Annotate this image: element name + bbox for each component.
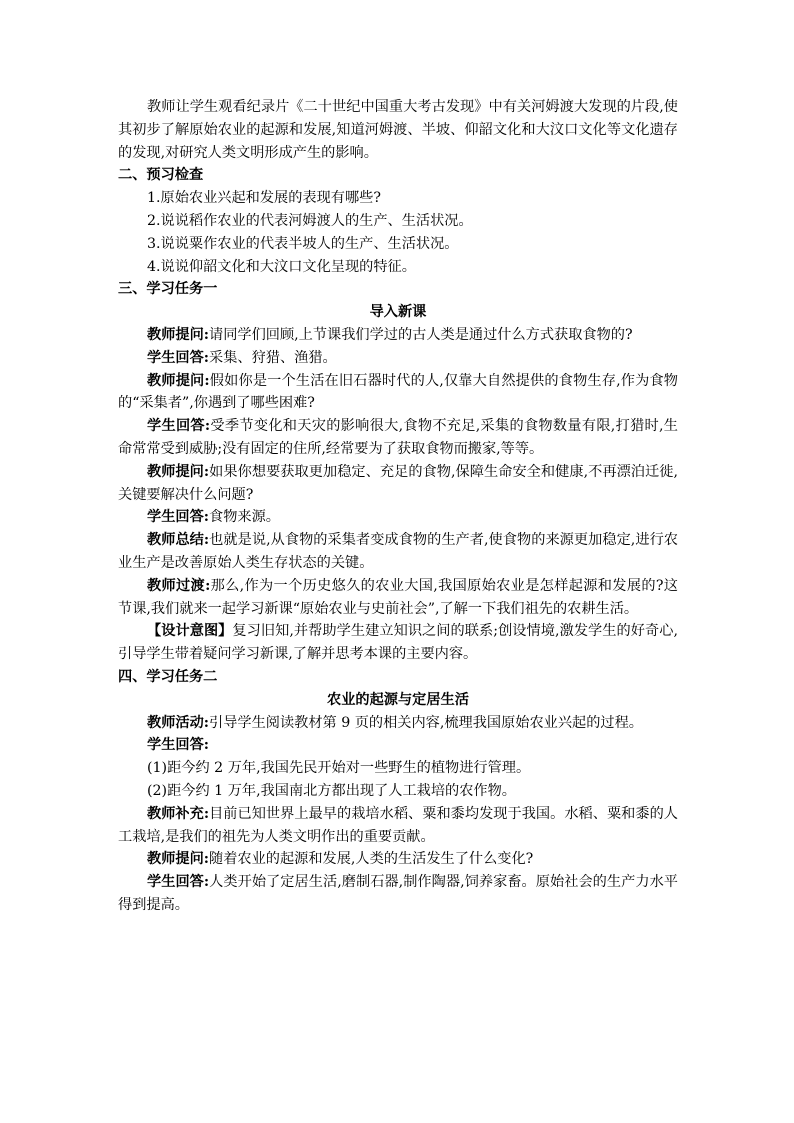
dialogue-item — [118, 415, 678, 461]
section-heading-task2: 四、学习任务二 — [118, 668, 218, 685]
dialogue-item — [118, 370, 678, 416]
speaker-label: 教师总结: — [147, 532, 210, 549]
dialogue-item — [118, 871, 678, 917]
dialogue-text: 如果你想要获取更加稳定、充足的食物,保障生命安全和健康,不再漂泊迁徙,关键要解决什么问题? — [118, 463, 678, 503]
dialogue-item — [118, 506, 678, 529]
dialogue-item — [118, 324, 678, 347]
speaker-label: 学生回答: — [147, 418, 211, 435]
subtitle-introduction: 导入新课 — [369, 304, 427, 321]
dialogue-text: 那么,作为一个历史悠久的农业大国,我国原始农业是怎样起源和发展的?这节课,我们就来一起学习新课“原始农业与史前社会”,了解一下我们祖先的农耕生活。 — [118, 577, 678, 617]
speaker-label: 学生回答: — [147, 509, 209, 526]
dialogue-item — [118, 347, 678, 370]
dialogue-text: 复习旧知,并帮助学生建立知识之间的联系;创设情境,激发学生的好奇心,引导学生带着疑问学习新课,了解并思考本课的主要内容。 — [118, 623, 678, 663]
document-page — [118, 96, 678, 917]
answer-item-1: (1)距今约 2 万年,我国先民开始对一些野生的植物进行管理。 — [147, 760, 531, 777]
preview-question-4: 4.说说仰韶文化和大汶口文化呈现的特征。 — [147, 258, 416, 275]
dialogue-item — [118, 712, 678, 735]
dialogue-text: 目前已知世界上最早的栽培水稻、粟和黍均发现于我国。水稻、粟和黍的人工栽培,是我们的祖先为人类文明作出的重要贡献。 — [118, 805, 678, 845]
dialogue-text: 受季节变化和天灾的影响很大,食物不充足,采集的食物数量有限,打猎时,生命常常受到威胁;没有固定的住所,经常要为了获取食物而搬家,等等。 — [118, 418, 678, 457]
dialogue-text: 采集、狩猎、渔猎。 — [209, 349, 337, 366]
dialogue-item — [118, 803, 678, 849]
answer-item-2: (2)距今约 1 万年,我国南北方都出现了人工栽培的农作物。 — [147, 782, 516, 799]
speaker-label: 【设计意图】 — [147, 623, 233, 640]
subtitle-agriculture: 农业的起源与定居生活 — [327, 691, 469, 708]
speaker-label: 教师活动: — [147, 714, 209, 731]
speaker-label: 学生回答: — [147, 874, 210, 891]
preview-question-1: 1.原始农业兴起和发展的表现有哪些? — [147, 190, 381, 207]
preview-question-2: 2.说说稻作农业的代表河姆渡人的生产、生活状况。 — [147, 212, 473, 229]
speaker-label: 学生回答: — [147, 349, 209, 366]
preview-question-3: 3.说说粟作农业的代表半坡人的生产、生活状况。 — [147, 235, 459, 252]
dialogue-item — [118, 461, 678, 507]
speaker-label: 教师提问: — [147, 463, 210, 480]
intro-paragraph: 教师让学生观看纪录片《二十世纪中国重大考古发现》中有关河姆渡大发现的片段,使其初步了解原始农业的起源和发展,知道河姆渡、半坡、仰韶文化和大汶口文化等文化遗存的发现,对研究人类文明形成产生的影响。 — [118, 99, 678, 161]
student-answer-label: 学生回答: — [147, 737, 209, 754]
dialogue-text: 随着农业的起源和发展,人类的生活发生了什么变化? — [209, 851, 534, 868]
section-heading-task1: 三、学习任务一 — [118, 281, 218, 298]
dialogue-text: 食物来源。 — [209, 509, 280, 526]
speaker-label: 教师提问: — [147, 851, 209, 868]
dialogue-text: 也就是说,从食物的采集者变成食物的生产者,使食物的来源更加稳定,进行农业生产是改善原始人类生存状态的关键。 — [118, 532, 678, 571]
dialogue-text: 请同学们回顾,上节课我们学过的古人类是通过什么方式获取食物的? — [209, 326, 633, 343]
speaker-label: 教师提问: — [147, 326, 209, 343]
design-intent — [118, 620, 678, 666]
dialogue-item — [118, 529, 678, 575]
dialogue-text: 假如你是一个生活在旧石器时代的人,仅靠大自然提供的食物生存,作为食物的“采集者”,你遇到了哪些困难? — [118, 372, 678, 412]
dialogue-item — [118, 575, 678, 621]
section-heading-preview: 二、预习检查 — [118, 167, 204, 184]
speaker-label: 教师提问: — [147, 372, 210, 389]
dialogue-item — [118, 848, 678, 871]
speaker-label: 教师过渡: — [147, 577, 211, 594]
dialogue-text: 人类开始了定居生活,磨制石器,制作陶器,饲养家畜。原始社会的生产力水平得到提高。 — [118, 874, 678, 913]
dialogue-text: 引导学生阅读教材第 9 页的相关内容,梳理我国原始农业兴起的过程。 — [209, 714, 643, 731]
speaker-label: 教师补充: — [147, 805, 210, 822]
